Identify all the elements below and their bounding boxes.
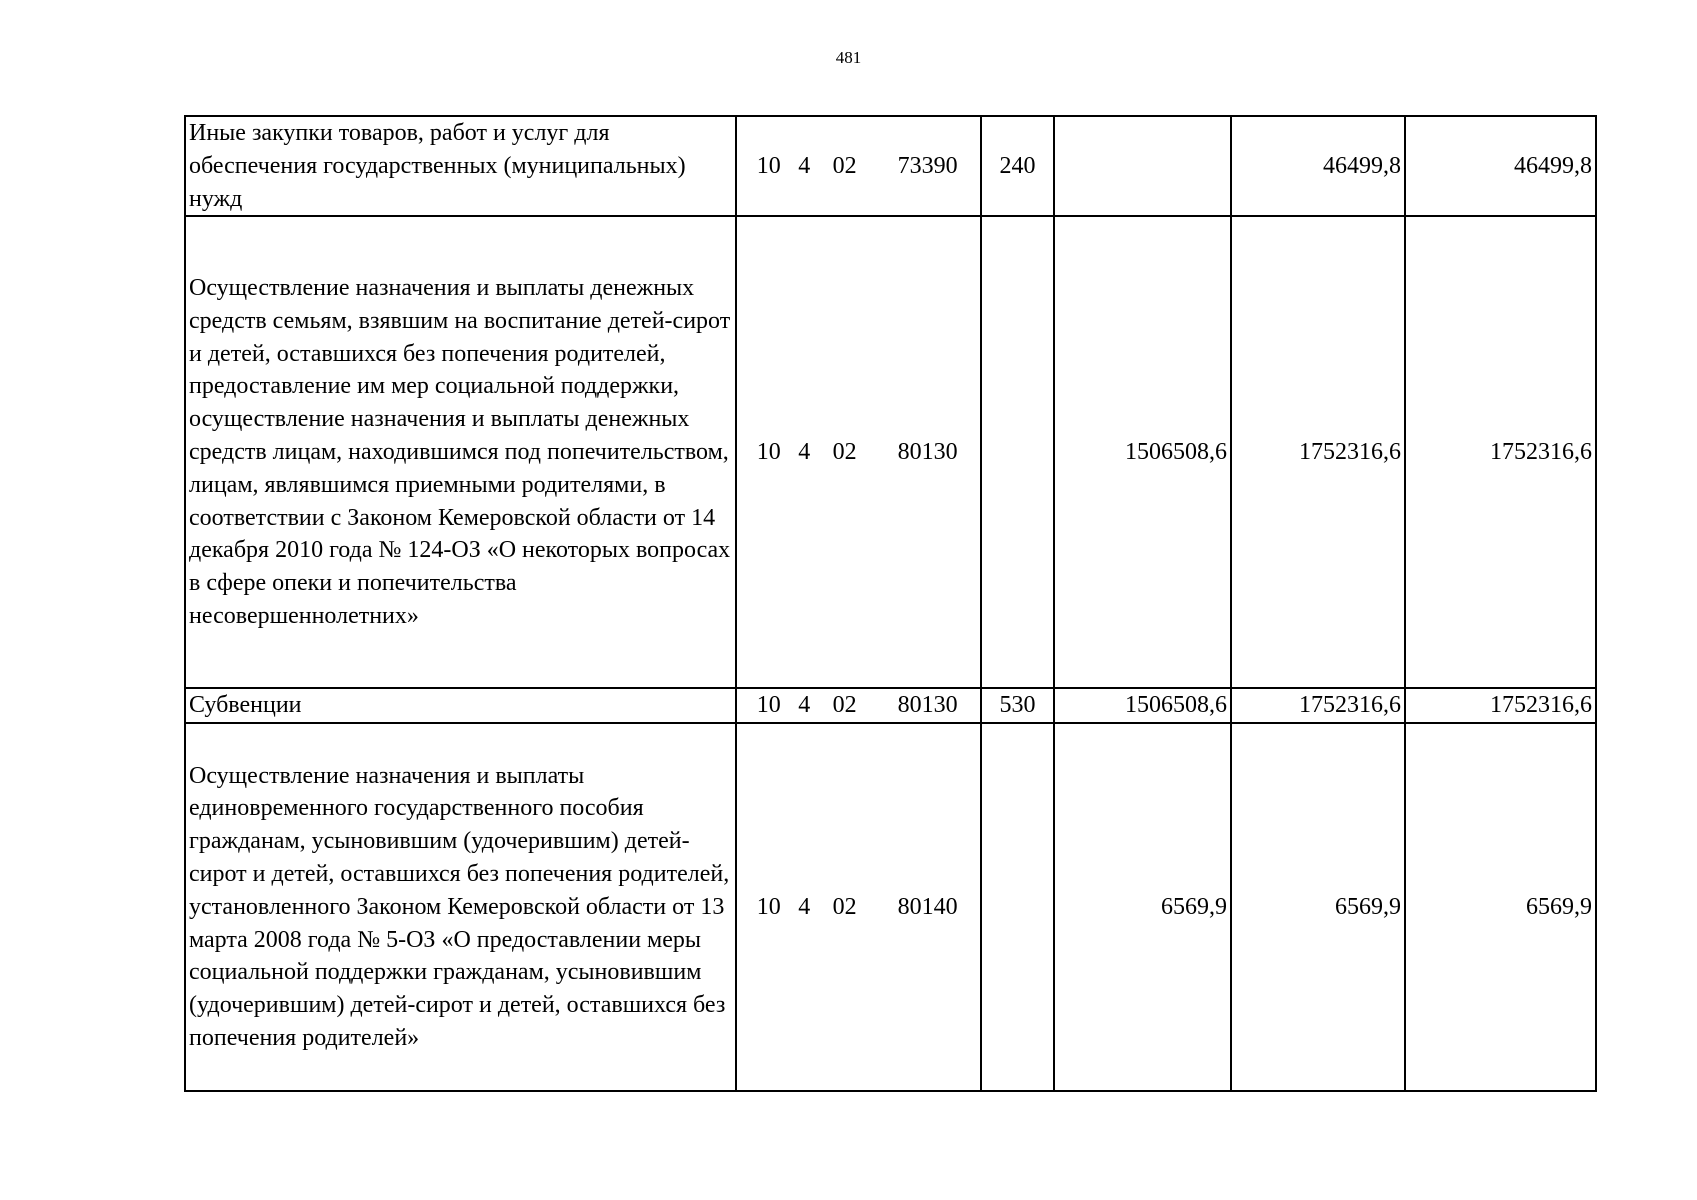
section-code: 10 — [756, 152, 781, 179]
table-row — [185, 723, 1596, 1091]
program-code: 02 — [832, 893, 857, 920]
row-name-cell: Осуществление назначения и выплаты единовременного государственного пособия гражданам, усыновившим (удочерившим) детей-сирот и детей, оставшихся без попечения родителей, установленного Законом Кемеровской области от 13 марта 2008 года № 5-ОЗ «О предоставлении меры социальной поддержки гражданам, усыновившим (удочерившим) детей-сирот и детей, оставшихся без попечения родителей» — [185, 723, 736, 1091]
expense-type-code: 240 — [981, 116, 1054, 216]
row-name-cell: Субвенции — [185, 688, 736, 723]
row-codes-cell — [736, 116, 981, 216]
amount-year-2: 1752316,6 — [1231, 688, 1405, 723]
budget-table — [184, 115, 1597, 1092]
subsection-code: 4 — [798, 152, 811, 179]
table-row — [185, 116, 1596, 216]
amount-year-2: 6569,9 — [1231, 723, 1405, 1091]
section-code: 10 — [756, 893, 781, 920]
row-codes-cell — [736, 688, 981, 723]
row-codes-cell — [736, 216, 981, 688]
table-row — [185, 688, 1596, 723]
row-codes-cell — [736, 723, 981, 1091]
row-name-cell: Иные закупки товаров, работ и услуг для обеспечения государственных (муниципальных) нужд — [185, 116, 736, 216]
amount-year-3: 6569,9 — [1405, 723, 1596, 1091]
program-code: 02 — [832, 438, 857, 465]
amount-year-3: 46499,8 — [1405, 116, 1596, 216]
subsection-code: 4 — [798, 438, 811, 465]
section-code: 10 — [756, 692, 781, 719]
program-code: 02 — [832, 152, 857, 179]
target-article-code: 80130 — [897, 438, 958, 465]
expense-type-code: 530 — [981, 688, 1054, 723]
page-number: 481 — [835, 48, 862, 67]
expense-type-code — [981, 216, 1054, 688]
expense-type-code — [981, 723, 1054, 1091]
amount-year-2: 46499,8 — [1231, 116, 1405, 216]
row-name-cell: Осуществление назначения и выплаты денежных средств семьям, взявшим на воспитание детей-сирот и детей, оставшихся без попечения родителей, предоставление им мер социальной поддержки, осуществление назначения и выплаты денежных средств лицам, находившимся под попечительством, лицам, являвшимся приемными родителями, в соответствии с Законом Кемеровской области от 14 декабря 2010 года № 124-ОЗ «О некоторых вопросах в сфере опеки и попечительства несовершеннолетних» — [185, 216, 736, 688]
program-code: 02 — [832, 692, 857, 719]
subsection-code: 4 — [798, 692, 811, 719]
target-article-code: 80140 — [897, 893, 958, 920]
table-row — [185, 216, 1596, 688]
amount-year-3: 1752316,6 — [1405, 216, 1596, 688]
amount-year-1: 6569,9 — [1054, 723, 1231, 1091]
amount-year-2: 1752316,6 — [1231, 216, 1405, 688]
amount-year-1 — [1054, 116, 1231, 216]
subsection-code: 4 — [798, 893, 811, 920]
amount-year-1: 1506508,6 — [1054, 216, 1231, 688]
amount-year-1: 1506508,6 — [1054, 688, 1231, 723]
target-article-code: 73390 — [897, 152, 958, 179]
section-code: 10 — [756, 438, 781, 465]
amount-year-3: 1752316,6 — [1405, 688, 1596, 723]
target-article-code: 80130 — [897, 692, 958, 719]
